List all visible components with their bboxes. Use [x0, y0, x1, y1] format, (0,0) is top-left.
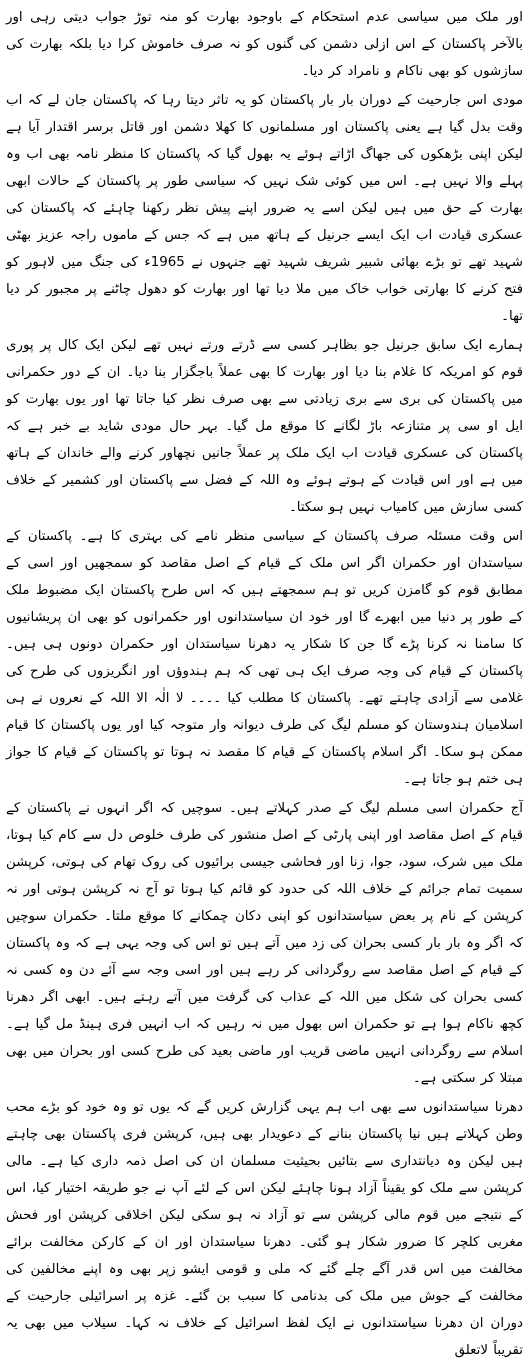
- paragraph-rulers: آج حکمران اسی مسلم لیگ کے صدر کہلاتے ہیں۔ سوچیں کہ اگر انہوں نے پاکستان کے قیام کے اصل مقاصد اور اپنی پارٹی کے اصل منشور کی طرف خلوص دل سے کام کیا ہوتا، ملک میں شرک، سود، جوا، زنا اور فحاشی جیسی برائیوں کی روک تھام کی ہوتی، کرپشن سمیت تمام جرائم کے خلاف اللہ کی حدود کو قائم کیا ہوتا تو آج نہ کرپشن ہوتی اور نہ کرپشن کے نام پر بعض سیاستدانوں کو اپنی دکان چمکانے کا موقع ملتا۔ حکمران سوچیں کہ اگر وہ بار بار کسی بحران کی زد میں آتے ہیں تو اس کی وجہ یہی ہے کہ وہ پاکستان کے قیام کے اصل مقاصد سے روگردانی کر رہے ہیں اور اسی وجہ سے آئے دن وہ کسی نہ کسی بحران کی شکل میں اللہ کے عذاب کی گرفت میں آتے رہتے ہیں۔ ابھی اگر دھرنا کچھ ناکام ہوا ہے تو حکمران اس بھول میں نہ رہیں کہ اب انہیں فری ہینڈ مل گیا ہے۔ اسلام سے روگردانی انہیں ماضی قریب اور ماضی بعید کی طرح کسی اور بحران میں بھی مبتلا کر سکتی ہے۔: [6, 801, 523, 1086]
- paragraph-dharna-politicians: دھرنا سیاستدانوں سے بھی اب ہم یہی گزارش کریں گے کہ یوں تو وہ خود کو بڑے محب وطن کہلاتے ہیں نیا پاکستان بنانے کے دعویدار بھی ہیں، کرپشن فری پاکستان بھی چاہتے ہیں لیکن وہ دیانتداری سے بتائیں بحیثیت مسلمان ان کی اصل ذمہ داری کیا ہے۔ مالی کرپشن سے ملک کو یقیناً آزاد ہونا چاہئے لیکن اس کے لئے آپ نے جو طریقہ اختیار کیا، اس کے نتیجے میں قوم مالی کرپشن سے تو آزاد نہ ہو سکی لیکن اخلاقی کرپشن اور فحش مغربی کلچر کا ضرور شکار ہو گئی۔ دھرنا سیاستدان اور ان کے کارکن مخالفت برائے مخالفت میں اس قدر آگے چلے گئے کہ ملی و قومی ایشو زپر بھی وہ اپنے مخالفین کی مخالفت کے جوش میں ملک کی بدنامی کا سبب بن گئے۔ غزہ پر اسرائیلی جارحیت کے دوران ان دھرنا سیاستدانوں نے ایک لفظ اسرائیل کے خلاف نہ کہا۔ سیلاب میں بھی یہ تقریباً لاتعلق: [6, 1100, 523, 1358]
- paragraph-political-scene: اس وقت مسئلہ صرف پاکستان کے سیاسی منظر نامے کی بہتری کا ہے۔ پاکستان کے سیاستدان اور حکمران اگر اس ملک کے قیام کے اصل مقاصد کو سمجھیں اور اسی کے مطابق قوم کو گامزن کریں تو ہم سمجھتے ہیں کہ اس طرح پاکستان ایک مضبوط ملک کے طور پر دنیا میں ابھرے گا اور خود ان سیاستدانوں اور حکمرانوں کو بھی ان پریشانیوں کا سامنا نہ کرنا پڑے گا جن کا شکار یہ دھرنا سیاستدان اور حکمران دونوں ہی ہیں۔ پاکستان کے قیام کی وجہ صرف ایک ہی تھی کہ ہم ہندوؤں اور انگریزوں کی طرح کی غلامی سے آزادی چاہتے تھے۔ پاکستان کا مطلب کیا ۔۔۔۔ لا الٰہ الا اللہ کے نعروں نے ہی اسلامیان ہندوستان کو مسلم لیگ کی طرف دیوانہ وار متوجہ کیا اور یوں پاکستان کا قیام ممکن ہو سکا۔ اگر اسلام پاکستان کے قیام کا مقصد نہ ہوتا تو پاکستان کے قیام کا جواز ہی ختم ہو جاتا ہے۔: [6, 529, 523, 787]
- paragraph-modi-aggression: مودی اس جارحیت کے دوران بار بار پاکستان کو یہ تاثر دیتا رہا کہ پاکستان جان لے کہ اب وقت بدل گیا ہے یعنی پاکستان اور مسلمانوں کا کھلا دشمن اور قاتل برسر اقتدار آیا ہے لیکن اپنی بڑھکوں کی جھاگ اڑاتے ہوئے یہ بھول گیا کہ پاکستان کا منظر نامہ بھی اب وہ پہلے والا نہیں ہے۔ اس میں کوئی شک نہیں کہ سیاسی طور پر پاکستان کے حالات ابھی بھارت کے حق میں ہیں لیکن اسے یہ ضرور اپنے پیش نظر رکھنا چاہئے کہ پاکستان کی عسکری قیادت اب ایک ایسے جرنیل کے ہاتھ میں ہے کہ جس کے ماموں راجہ عزیز بھٹی شہید تھے تو بڑے بھائی شبیر شریف شہید تھے جنہوں نے 1965ء کی جنگ میں لاہور کو فتح کرنے کا بھارتی خواب خاک میں ملا دیا تھا اور بھارت کو دھول چاٹنے پر مجبور کر دیا تھا۔: [6, 93, 523, 324]
- paragraph-former-general: ہمارے ایک سابق جرنیل جو بظاہر کسی سے ڈرتے ورتے نہیں تھے لیکن ایک کال پر پوری قوم کو امریکہ کا غلام بنا دیا اور بھارت کا بھی عملاً باجگزار بنا دیا۔ ان کے دور حکمرانی میں پاکستان کی بری سے بری زیادتی سے بھی صرف نظر کیا جاتا تھا اور یوں بھارت کو ایل او سی پر متنازعہ باڑ لگانے کا موقع مل گیا۔ بہر حال مودی شاید بے خبر ہے کہ پاکستان کی عسکری قیادت اب ایک ملک پر عملاً جانیں نچھاور کرنے والے خاندان کے ہاتھ میں ہے اور اس قیادت کے ہوتے ہوئے وہ اللہ کے فضل سے پاکستان اور کشمیر کے خلاف کسی سازش میں کامیاب نہیں ہو سکتا۔: [6, 338, 523, 515]
- paragraph-intro: اور ملک میں سیاسی عدم استحکام کے باوجود بھارت کو منہ توڑ جواب دیتی رہی اور بالآخر پاکستان کے اس ازلی دشمن کی گنوں کو نہ صرف خاموش کرا دیا بلکہ بھارت کی سازشوں کو بھی ناکام و نامراد کر دیا۔: [6, 10, 523, 79]
